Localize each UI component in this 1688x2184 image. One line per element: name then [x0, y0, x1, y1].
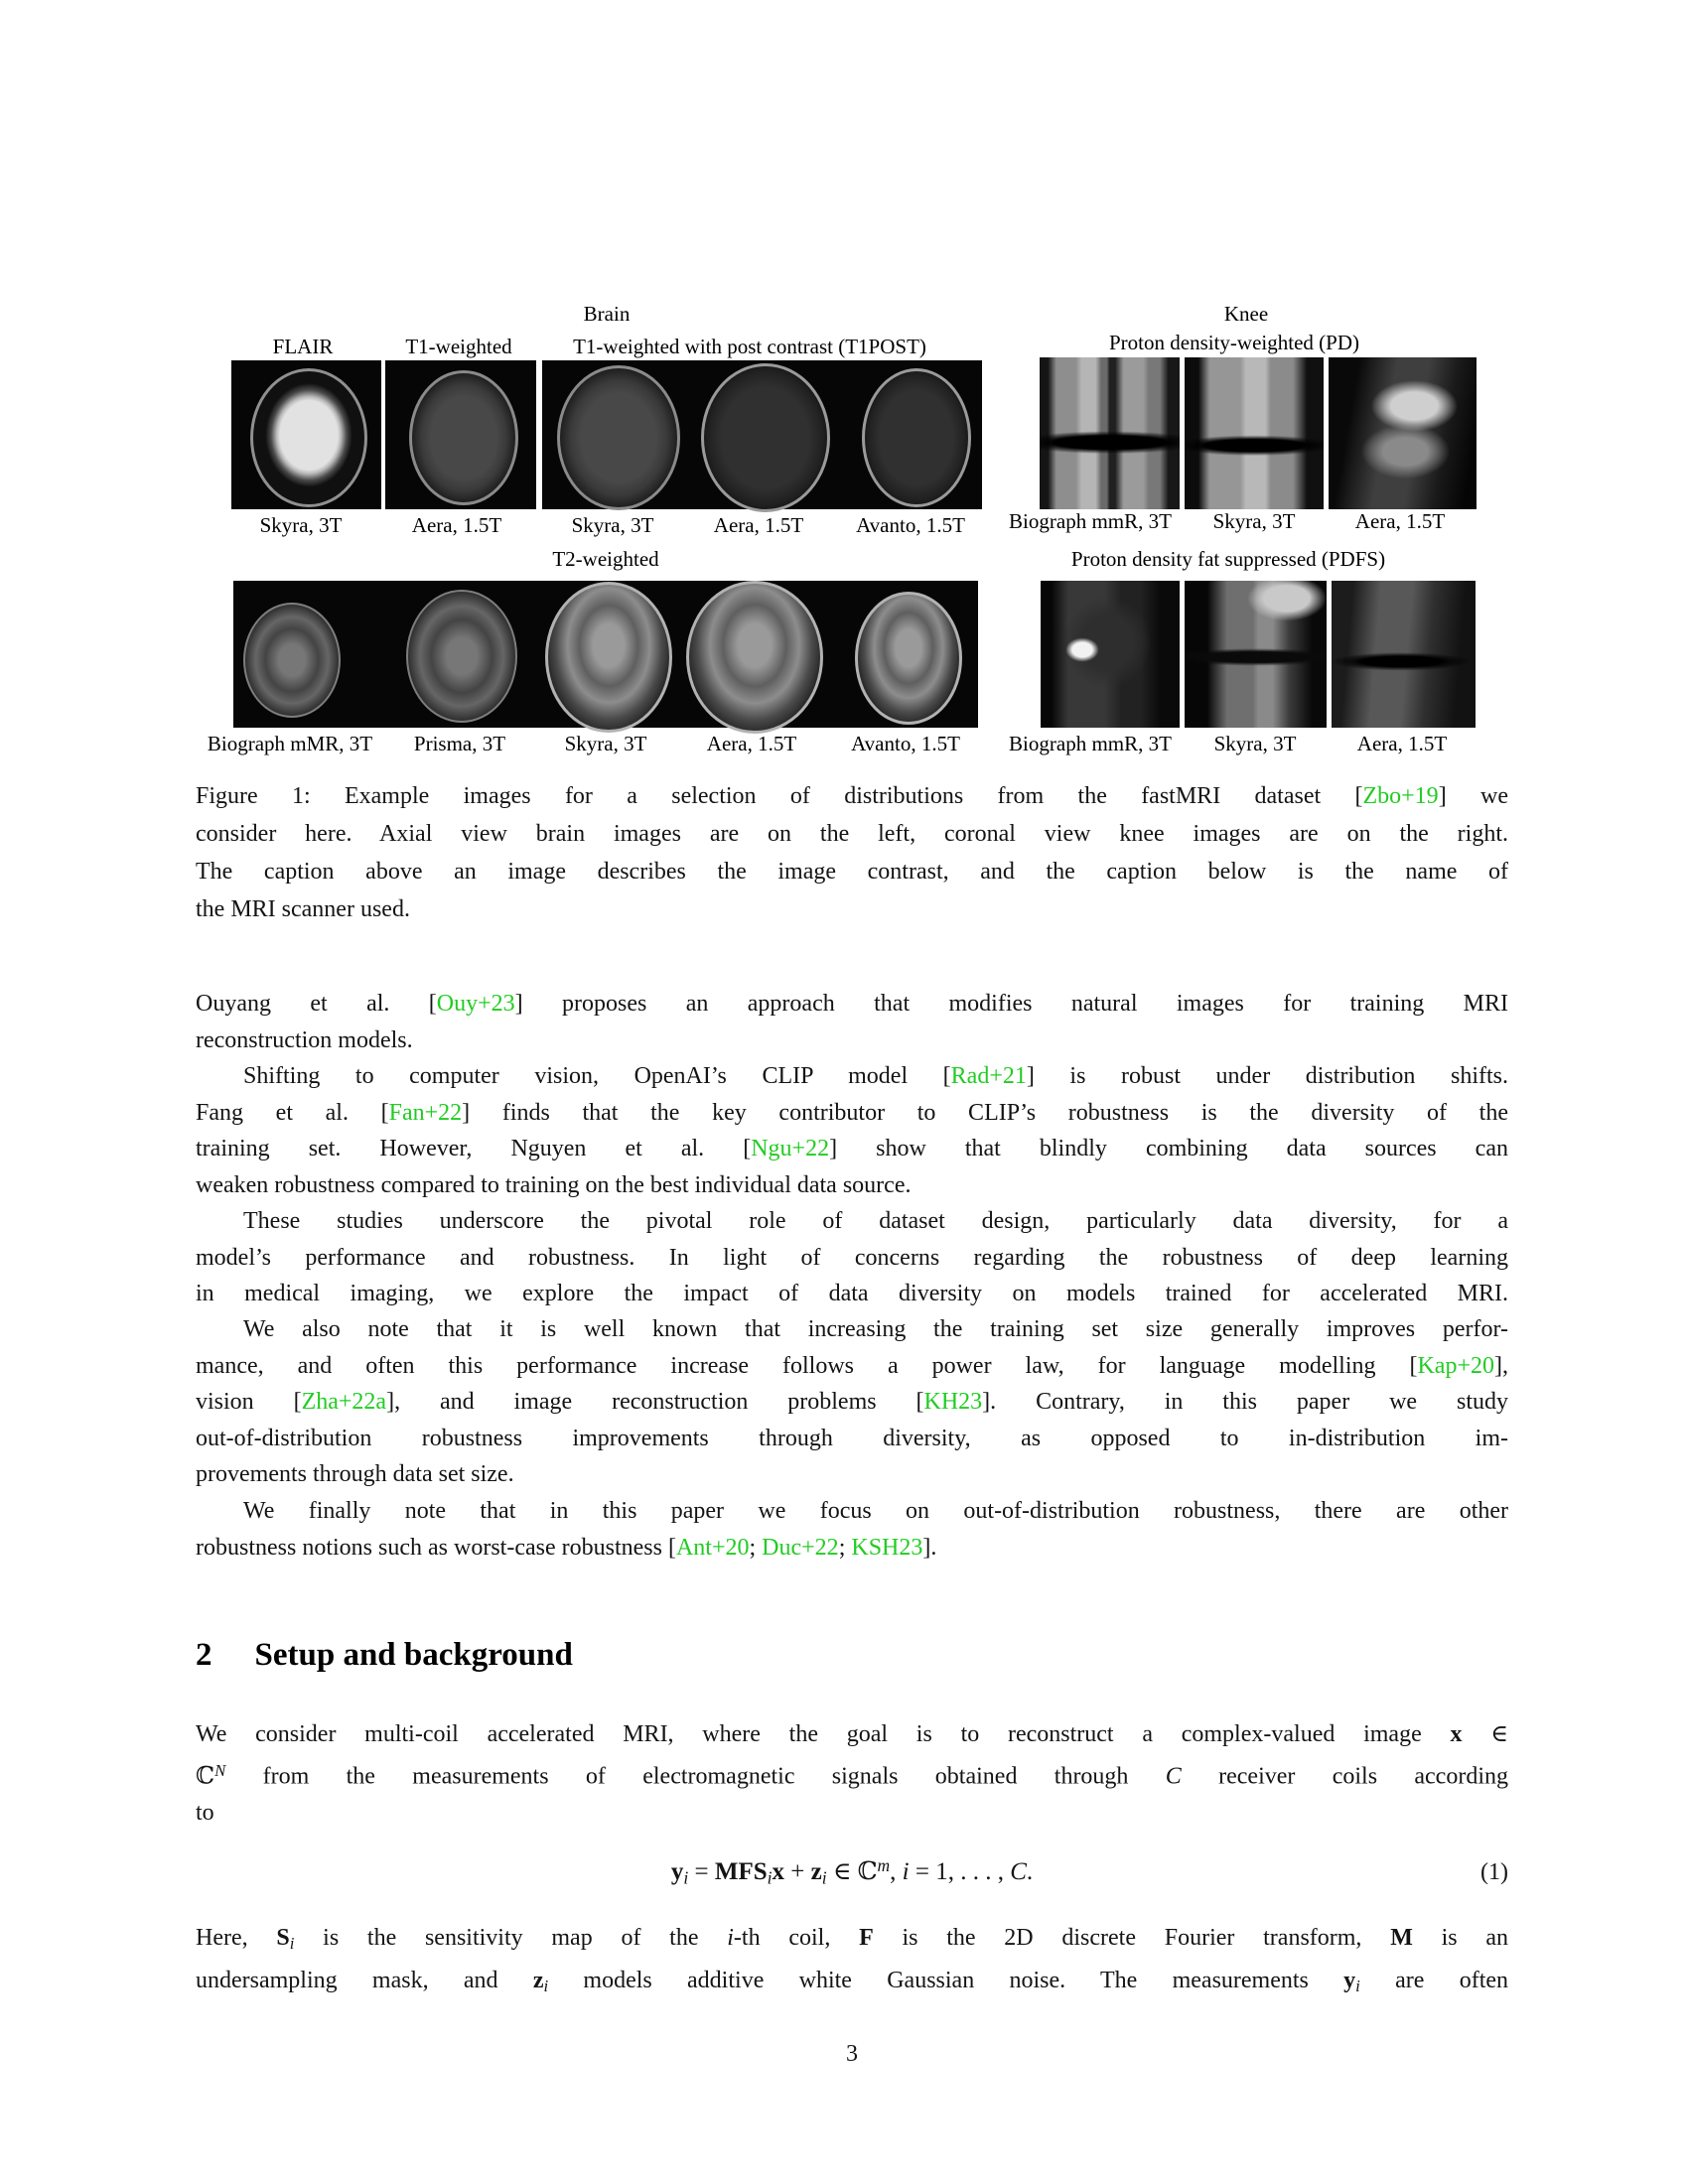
scanner-label: Prisma, 3T — [413, 732, 506, 755]
scanner-label: Aera, 1.5T — [713, 513, 804, 537]
text-line: Shifting to computer vision, OpenAI’s CLIP model [Rad+21] is robust under distribution shifts. — [243, 1063, 1509, 1089]
text-line: in medical imaging, we explore the impact of data diversity on models trained for accelerated MRI. — [196, 1281, 1508, 1306]
text-line: These studies underscore the pivotal role of dataset design, particularly data diversity, for a — [243, 1208, 1508, 1234]
brain-scan-graphic — [250, 368, 367, 507]
text-line: We also note that it is well known that increasing the training set size generally improves perfor- — [243, 1316, 1508, 1342]
mri-brain-t1-image — [385, 360, 536, 509]
text-line: to — [196, 1799, 214, 1826]
scanner-label: Aera, 1.5T — [1354, 509, 1446, 533]
figure-caption — [196, 777, 1508, 928]
page-number: 3 — [846, 2041, 858, 2067]
body-paragraph — [196, 1920, 1508, 2004]
brain-scan-graphic — [686, 581, 823, 734]
scanner-label: Skyra, 3T — [1212, 509, 1296, 533]
mri-brain-t2-images — [233, 581, 978, 728]
text-line: Figure 1: Example images for a selection of distributions from the fastMRI dataset [Zbo+19] we — [196, 783, 1508, 809]
scanner-label: Skyra, 3T — [564, 732, 647, 755]
contrast-label-pdfs: Proton density fat suppressed (PDFS) — [1070, 547, 1386, 571]
brain-scan-graphic — [409, 370, 518, 505]
citation-link[interactable]: KSH23 — [851, 1534, 923, 1561]
body-paragraph — [196, 1493, 1508, 1566]
scanner-label: Skyra, 3T — [571, 513, 654, 537]
text-line: Fang et al. [Fan+22] finds that the key contributor to CLIP’s robustness is the diversity of the — [196, 1099, 1508, 1126]
mri-brain-t1post-images — [542, 360, 982, 509]
section-heading — [196, 1637, 573, 1674]
citation-link[interactable]: Ant+20 — [675, 1534, 750, 1561]
citation-link[interactable]: Zha+22a — [301, 1389, 387, 1415]
scanner-label: Biograph mMR, 3T — [207, 732, 373, 755]
equation-1 — [196, 1855, 1508, 1897]
text-line: out-of-distribution robustness improvements through diversity, as opposed to in-distribution im- — [196, 1425, 1508, 1451]
citation-link[interactable]: Rad+21 — [950, 1063, 1027, 1089]
knee-scan-graphic — [1185, 581, 1327, 728]
knee-scan-graphic — [1041, 581, 1180, 728]
scanner-label: Aera, 1.5T — [706, 732, 797, 755]
citation-link[interactable]: Fan+22 — [388, 1099, 463, 1126]
brain-scan-graphic — [243, 603, 341, 718]
citation-link[interactable]: Zbo+19 — [1362, 783, 1439, 809]
citation-link[interactable]: Ngu+22 — [751, 1136, 830, 1161]
text-line: robustness notions such as worst-case robustness [Ant+20; Duc+22; KSH23]. — [196, 1534, 937, 1561]
brain-scan-graphic — [545, 582, 672, 733]
text-line: The caption above an image describes the image contrast, and the caption below is the name of — [196, 859, 1508, 885]
text-line: undersampling mask, and zi models additive white Gaussian noise. The measurements yi are often — [196, 1967, 1509, 1995]
text-line: weaken robustness compared to training on the best individual data source. — [196, 1171, 912, 1198]
text-line: model’s performance and robustness. In light of concerns regarding the robustness of deep learning — [196, 1244, 1508, 1271]
brain-scan-graphic — [557, 365, 680, 510]
citation-link[interactable]: Duc+22 — [762, 1534, 839, 1561]
mri-brain-flair-image — [231, 360, 381, 509]
knee-scan-graphic — [1185, 357, 1324, 509]
contrast-label-t1: T1-weighted — [405, 335, 512, 358]
section-title: Setup and background — [254, 1637, 573, 1673]
contrast-label-t2: T2-weighted — [552, 547, 659, 571]
mri-knee-pd-images — [1040, 357, 1477, 509]
contrast-label-t1post: T1-weighted with post contrast (T1POST) — [573, 335, 926, 358]
body-paragraph — [196, 1203, 1508, 1312]
equation-content: yi = MFSix + zi ∈ ℂ$^m$, i = 1, . . . , C. — [670, 1855, 1034, 1888]
citation-link[interactable]: Kap+20 — [1417, 1352, 1494, 1379]
knee-scan-graphic — [1332, 581, 1476, 728]
scanner-label: Aera, 1.5T — [411, 513, 502, 537]
body-paragraph — [196, 1058, 1508, 1203]
text-line: We consider multi-coil accelerated MRI, where the goal is to reconstruct a complex-valued image x ∈ — [196, 1721, 1508, 1747]
text-line: the MRI scanner used. — [196, 896, 410, 922]
text-line: Here, Si is the sensitivity map of the i-th coil, F is the 2D discrete Fourier transform, M is an — [196, 1925, 1508, 1954]
body-paragraph — [196, 1311, 1508, 1493]
text-line: vision [Zha+22a], and image reconstruction problems [KH23]. Contrary, in this paper we study — [196, 1389, 1508, 1415]
text-line: Ouyang et al. [Ouy+23] proposes an approach that modifies natural images for training MRI — [196, 991, 1508, 1017]
contrast-label-flair: FLAIR — [272, 335, 334, 358]
brain-panel-title: Brain — [583, 302, 631, 326]
text-line: We finally note that in this paper we focus on out-of-distribution robustness, there are other — [243, 1498, 1508, 1524]
text-line: ℂ$^N$ from the measurements of electromagnetic signals obtained through C receiver coils according — [196, 1760, 1508, 1790]
text-line: provements through data set size. — [196, 1461, 514, 1487]
scanner-label: Skyra, 3T — [259, 513, 343, 537]
text-line: mance, and often this performance increase follows a power law, for language modelling [Kap+20], — [196, 1352, 1508, 1379]
scanner-label: Biograph mmR, 3T — [1009, 509, 1172, 533]
citation-link[interactable]: KH23 — [923, 1389, 983, 1415]
text-line: consider here. Axial view brain images are on the left, coronal view knee images are on the right. — [196, 821, 1508, 847]
section-number: 2 — [196, 1637, 212, 1673]
body-paragraph — [196, 1716, 1508, 1831]
knee-scan-graphic — [1040, 357, 1180, 509]
brain-scan-graphic — [862, 368, 971, 507]
knee-scan-graphic — [1329, 357, 1477, 509]
brain-scan-graphic — [701, 363, 830, 512]
brain-scan-graphic — [855, 592, 962, 725]
citation-link[interactable]: Ouy+23 — [436, 991, 515, 1017]
scanner-label: Skyra, 3T — [1213, 732, 1297, 755]
equation-number: (1) — [1480, 1859, 1508, 1885]
contrast-label-pd: Proton density-weighted (PD) — [1109, 331, 1359, 354]
scanner-label: Aera, 1.5T — [1356, 732, 1448, 755]
brain-scan-graphic — [406, 590, 517, 723]
knee-panel-title: Knee — [1223, 302, 1269, 326]
scanner-label: Biograph mmR, 3T — [1009, 732, 1172, 755]
scanner-label: Avanto, 1.5T — [856, 513, 965, 537]
mri-knee-pdfs-images — [1041, 581, 1476, 728]
text-line: training set. However, Nguyen et al. [Ngu+22] show that blindly combining data sources can — [196, 1136, 1508, 1161]
text-line: reconstruction models. — [196, 1026, 413, 1053]
body-paragraph — [196, 986, 1508, 1058]
scanner-label: Avanto, 1.5T — [851, 732, 960, 755]
